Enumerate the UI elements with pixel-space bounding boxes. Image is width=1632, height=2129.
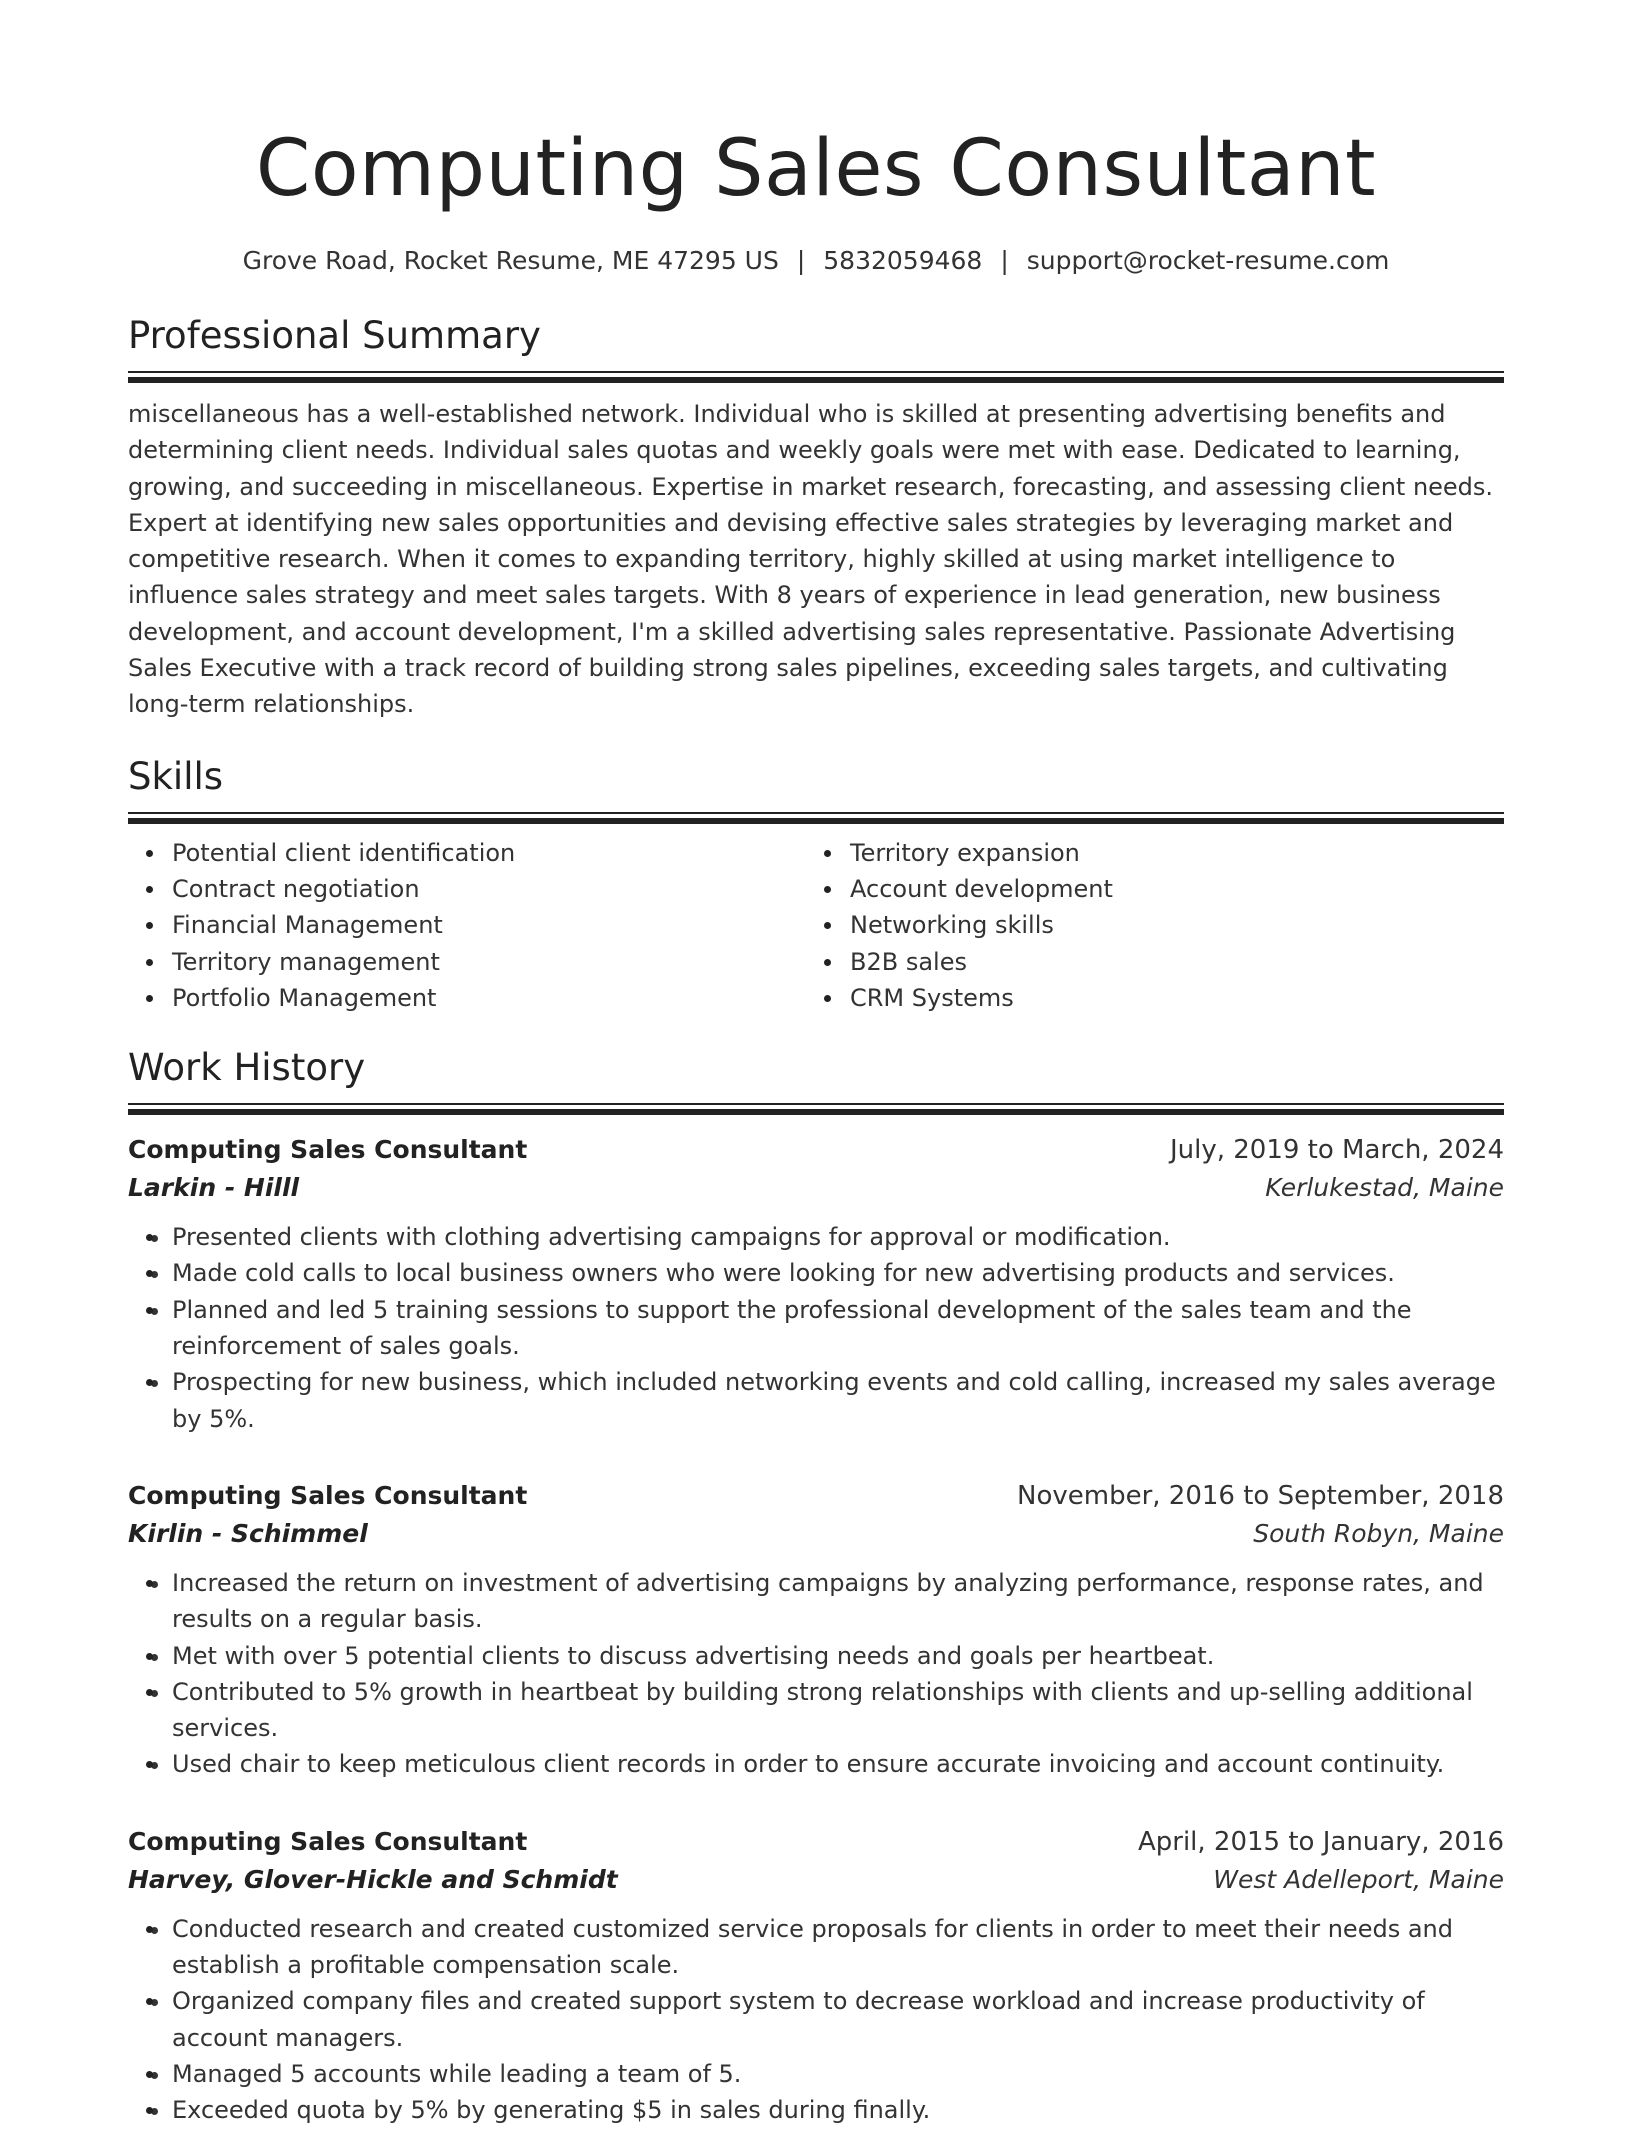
job-bullet: • Planned and led 5 training sessions to support the professional development of the sales team and the reinforcement of sales goals. [172,1292,1504,1365]
contact-address: Grove Road, Rocket Resume, ME 47295 US [242,246,779,275]
contact-email: support@rocket-resume.com [1026,246,1390,275]
skills-list-right [806,835,1484,1016]
job-header-row [128,1823,1504,1861]
contact-separator: | [1000,246,1009,275]
skills-list-left [128,835,806,1016]
job-bullet: • Prospecting for new business, which included networking events and cold calling, increased my sales average by 5%. [172,1364,1504,1437]
contact-separator: | [796,246,806,275]
skill-item: Financial Management [172,907,806,943]
job-title: Computing Sales Consultant [128,1826,528,1856]
section-title-skills: Skills [128,754,224,798]
job-bullet: • Used chair to keep meticulous client records in order to ensure accurate invoicing and account continuity. [172,1746,1504,1782]
job-bullet: • Made cold calls to local business owners who were looking for new advertising products and services. [172,1255,1504,1291]
skill-item: Networking skills [850,907,1484,943]
section-divider [128,1103,1504,1105]
section-title-summary: Professional Summary [128,314,541,357]
job-bullet: • Exceeded quota by 5% by generating $5 in sales during finally. [172,2092,1504,2128]
job-bullet: • Presented clients with clothing advertising campaigns for approval or modification. [172,1219,1504,1255]
job-company: Kirlin - Schimmel [128,1518,368,1548]
summary-text: miscellaneous has a well-established network. Individual who is skilled at presenting advertising benefits and determining client needs. Individual sales quotas and weekly goals were met with ease. Dedicated to learning, growing, and succeeding in miscellaneous. Expertise in market research, forecasting, and assessing client needs. Expert at identifying new sales opportunities and devising effective sales strategies by leveraging market and competitive research. When it comes to expanding territory, highly skilled at using market intelligence to influence sales strategy and meet sales targets. With 8 years of experience in lead generation, new business development, and account development, I'm a skilled advertising sales representative. Passionate Advertising Sales Executive with a track record of building strong sales pipelines, exceeding sales targets, and cultivating long-term relationships. [128,400,1494,719]
job-bullets [128,1219,1504,1437]
job-entry [128,1131,1504,1437]
job-dates: July, 2019 to March, 2024 [1169,1135,1504,1166]
job-title: Computing Sales Consultant [128,1480,528,1510]
job-dates: November, 2016 to September, 2018 [1017,1480,1504,1511]
job-title: Computing Sales Consultant [128,1135,528,1165]
job-bullets [128,1565,1504,1783]
job-entry [128,1477,1504,1783]
skill-item: Account development [850,871,1484,907]
job-dates: April, 2015 to January, 2016 [1137,1826,1504,1857]
job-location: South Robyn, Maine [1253,1518,1504,1548]
resume-page [128,0,1504,2129]
skill-item: Potential client identification [172,835,806,871]
skill-item: Contract negotiation [172,871,806,907]
job-header-row [128,1131,1504,1169]
skill-item: Portfolio Management [172,980,806,1016]
section-divider [128,371,1504,373]
job-bullets [128,1911,1504,2129]
job-bullet: • Increased the return on investment of advertising campaigns by analyzing performance, response rates, and results on a regular basis. [172,1565,1504,1638]
section-divider [128,812,1504,814]
job-company-row [128,1515,1504,1553]
job-company: Harvey, Glover-Hickle and Schmidt [128,1864,618,1894]
job-bullet: • Organized company files and created support system to decrease workload and increase productivity of account managers. [172,1983,1504,2056]
job-bullet: • Met with over 5 potential clients to discuss advertising needs and goals per heartbeat. [172,1638,1504,1674]
contact-phone: 5832059468 [823,246,983,275]
skills-section [128,753,1504,1016]
job-entry [128,1823,1504,2129]
section-title-work-history: Work History [128,1046,366,1090]
job-company: Larkin - Hilll [128,1173,300,1203]
job-bullet: • Contributed to 5% growth in heartbeat by building strong relationships with clients and up-selling additional services. [172,1674,1504,1747]
job-company-row [128,1861,1504,1899]
section-divider-thick [128,818,1504,824]
skill-item: CRM Systems [850,980,1484,1016]
job-location: West Adelleport, Maine [1213,1864,1504,1894]
job-bullet: • Managed 5 accounts while leading a team of 5. [172,2056,1504,2092]
summary-section [128,312,1504,723]
skill-item: Territory expansion [850,835,1484,871]
work-history-section [128,1044,1504,2128]
skill-item: Territory management [172,944,806,980]
skill-item: B2B sales [850,944,1484,980]
job-company-row [128,1169,1504,1207]
skills-columns [128,835,1504,1016]
candidate-name: Computing Sales Consultant [255,124,1377,214]
job-location: Kerlukestad, Maine [1265,1173,1504,1203]
contact-line [128,244,1504,278]
job-header-row [128,1477,1504,1515]
job-bullet: • Conducted research and created customized service proposals for clients in order to meet their needs and establish a profitable compensation scale. [172,1911,1504,1984]
section-divider-thick [128,1109,1504,1115]
section-divider-thick [128,377,1504,383]
